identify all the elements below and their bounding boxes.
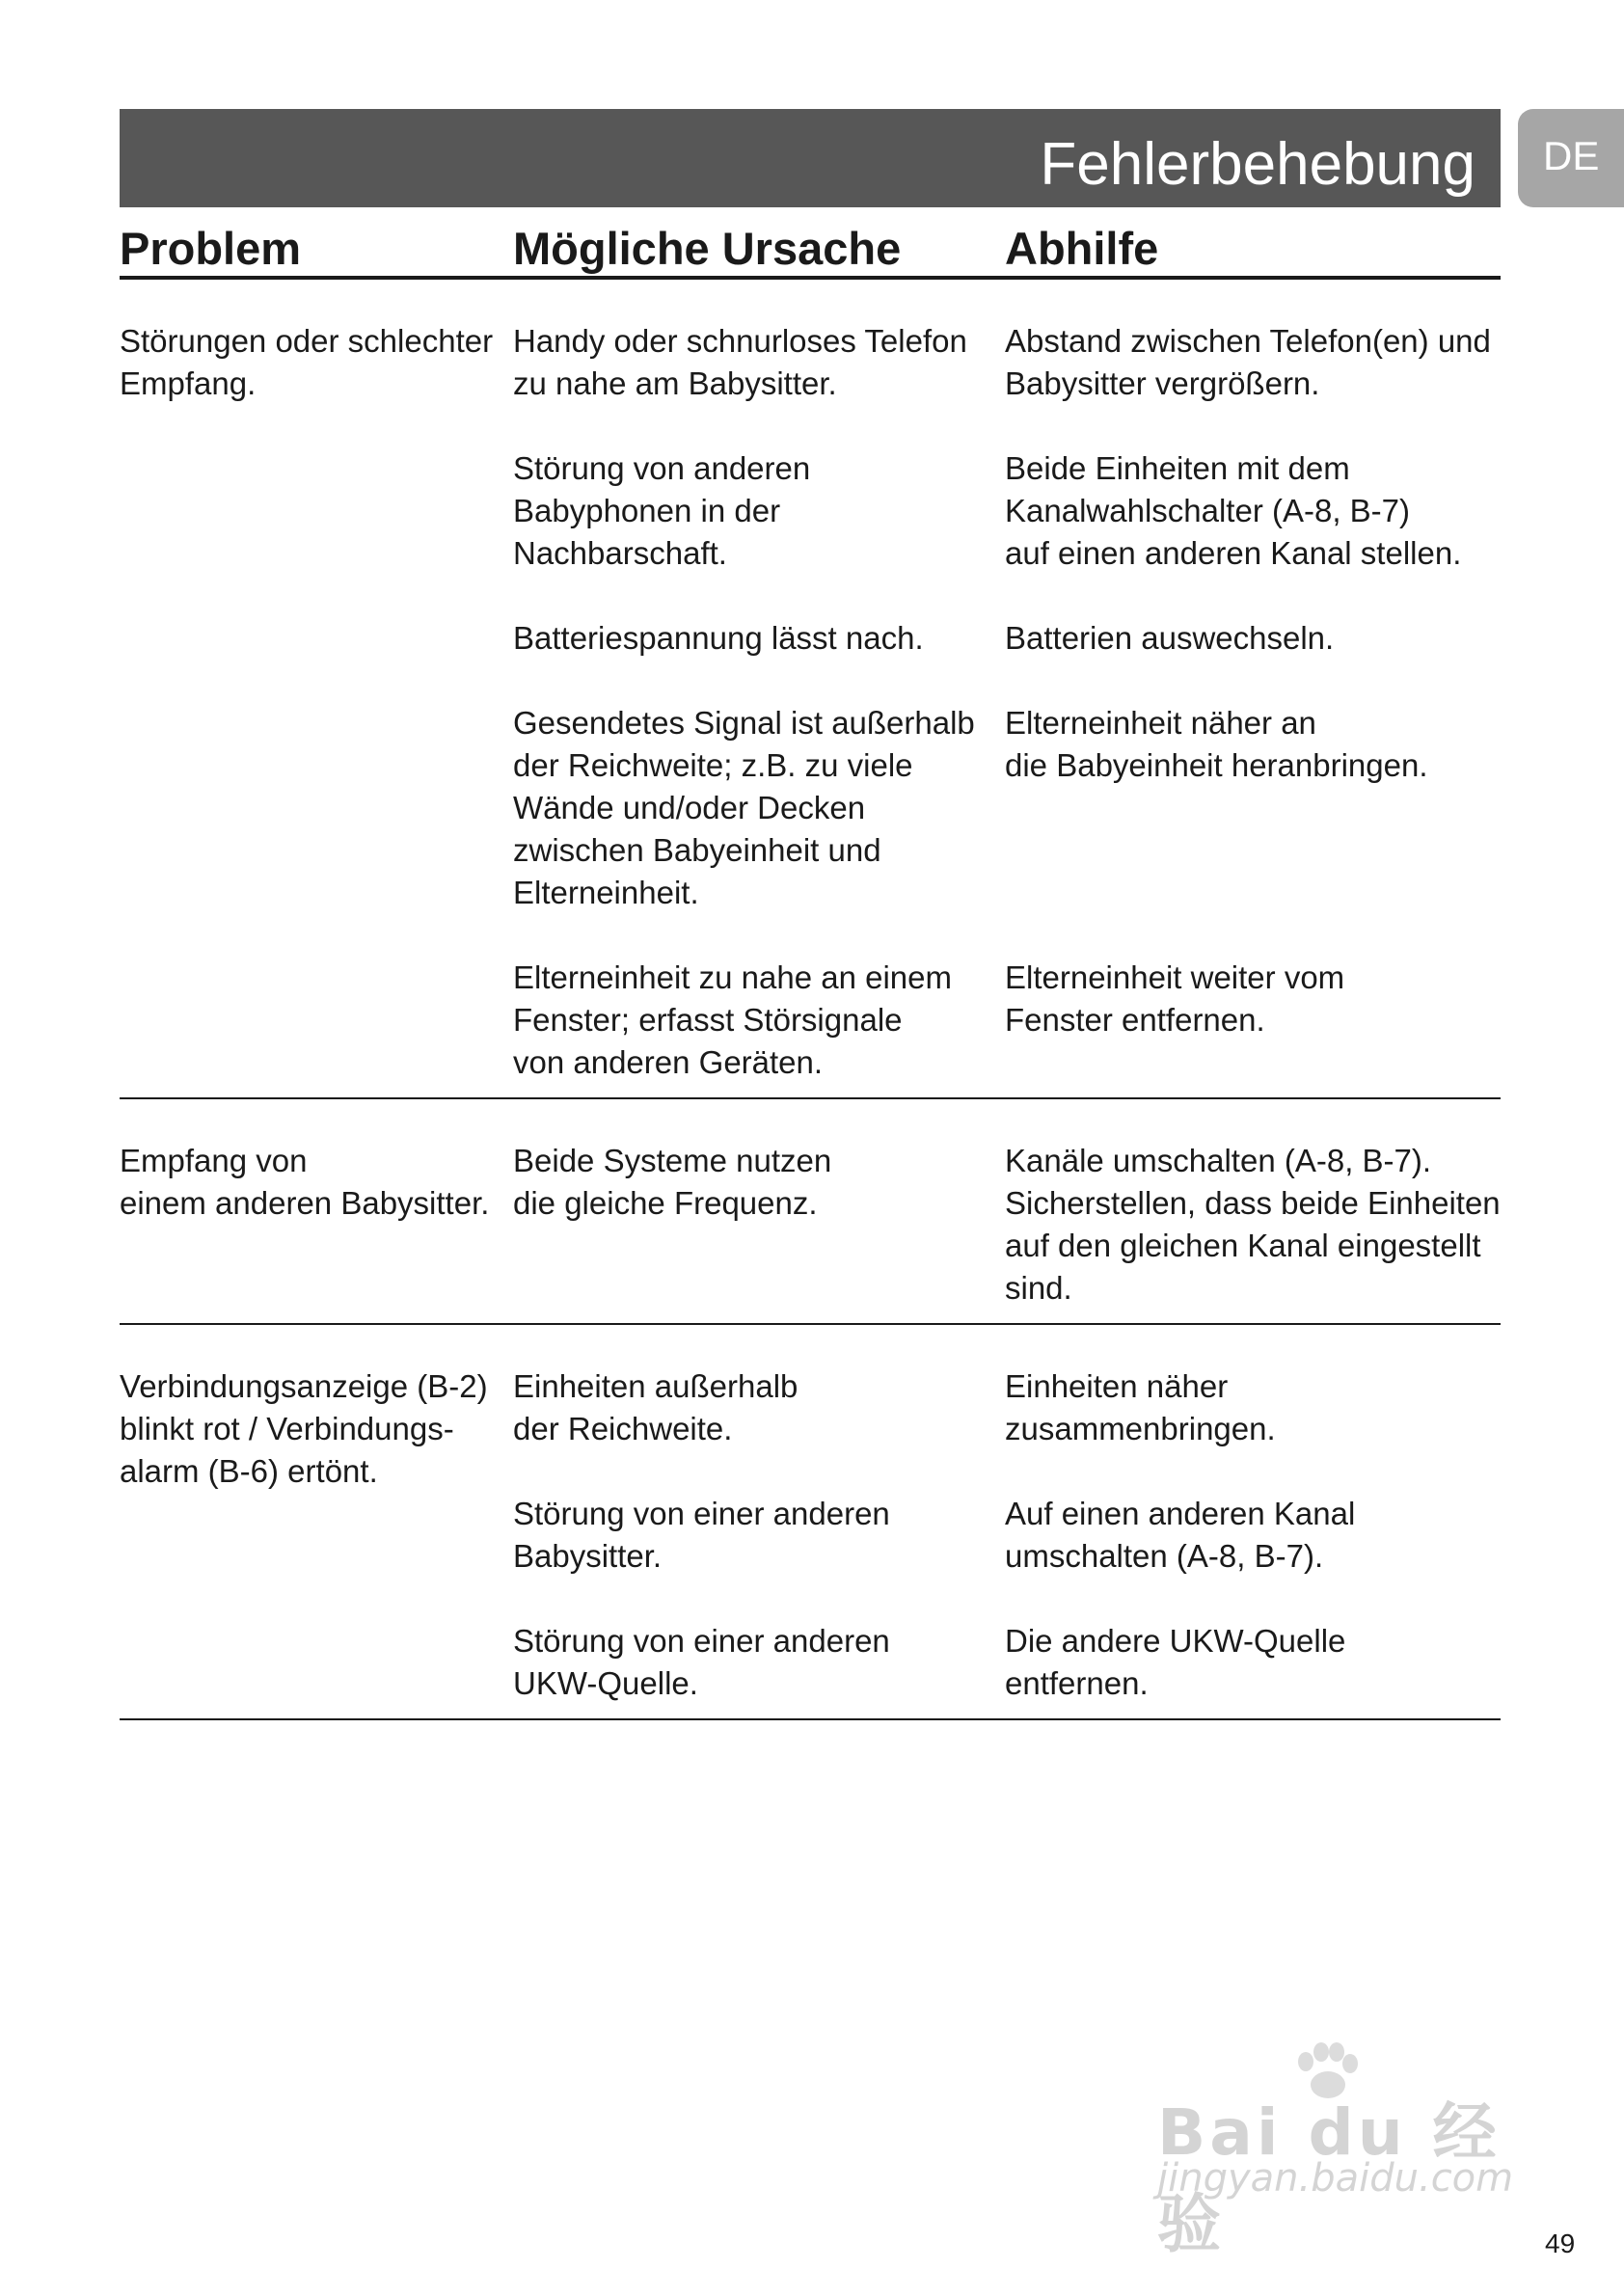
table-row [513,702,1501,914]
remedy-text: Einheiten näher zusammenbringen. [1005,1368,1276,1446]
problem-text: Störungen oder schlechter Empfang. [120,323,494,401]
remedy-text: Abstand zwischen Telefon(en) und Babysitter vergrößern. [1005,323,1491,401]
cause-text: Gesendetes Signal ist außerhalb der Reichweite; z.B. zu viele Wände und/oder Decken zwischen Babyeinheit und Elterneinheit. [513,705,975,910]
cause-text: Beide Systeme nutzen die gleiche Frequenz. [513,1143,832,1221]
cause-text: Handy oder schnurloses Telefon zu nahe am Babysitter. [513,323,967,401]
table-row [513,957,1501,1084]
watermark-brand: Bai du 经验 [1157,2095,1501,2261]
column-header-cause: Mögliche Ursache [513,223,902,274]
problem-group-connection-alarm [120,1325,1501,1720]
section-title: Fehlerbehebung [1040,131,1475,198]
remedy-text: Die andere UKW-Quelle entfernen. [1005,1623,1346,1701]
table-row [513,1365,1501,1450]
section-header-bar [120,109,1501,207]
problem-text: Empfang von einem anderen Babysitter. [120,1143,490,1221]
cause-text: Batteriespannung lässt nach. [513,620,924,656]
language-tab-label: DE [1543,133,1600,178]
remedy-text: Beide Einheiten mit dem Kanalwahlschalter (A-8, B-7) auf einen anderen Kanal stellen. [1005,450,1462,571]
problem-group-interference [120,280,1501,1099]
language-tab [1518,109,1624,207]
remedy-text: Elterneinheit weiter vom Fenster entfernen. [1005,959,1345,1038]
table-row [513,447,1501,575]
cause-text: Störung von einer anderen Babysitter. [513,1496,890,1574]
page-number: 49 [1545,2228,1576,2258]
cause-text: Störung von einer anderen UKW-Quelle. [513,1623,890,1701]
table-header-row [120,212,1501,280]
watermark-url: jingyan.baidu.com [1157,2156,1514,2201]
cause-text: Störung von anderen Babyphonen in der Nachbarschaft. [513,450,811,571]
baidu-watermark [1148,2042,1543,2261]
remedy-text: Auf einen anderen Kanal umschalten (A-8, B-7). [1005,1496,1356,1574]
cause-text: Einheiten außerhalb der Reichweite. [513,1368,798,1446]
table-row [513,617,1501,660]
column-header-remedy: Abhilfe [1005,223,1159,274]
problem-group-other-babysitter [120,1099,1501,1325]
table-row [513,320,1501,405]
table-row [513,1620,1501,1705]
problem-text: Verbindungsanzeige (B-2) blinkt rot / Verbindungs- alarm (B-6) ertönt. [120,1368,488,1489]
remedy-text: Kanäle umschalten (A-8, B-7). Sicherstellen, dass beide Einheiten auf den gleichen Kanal eingestellt sind. [1005,1143,1501,1306]
table-row [513,1493,1501,1578]
table-row [513,1140,1501,1310]
remedy-text: Batterien auswechseln. [1005,620,1335,656]
column-header-problem: Problem [120,223,302,274]
troubleshooting-table [120,212,1501,1720]
cause-text: Elterneinheit zu nahe an einem Fenster; erfasst Störsignale von anderen Geräten. [513,959,952,1080]
remedy-text: Elterneinheit näher an die Babyeinheit heranbringen. [1005,705,1428,783]
